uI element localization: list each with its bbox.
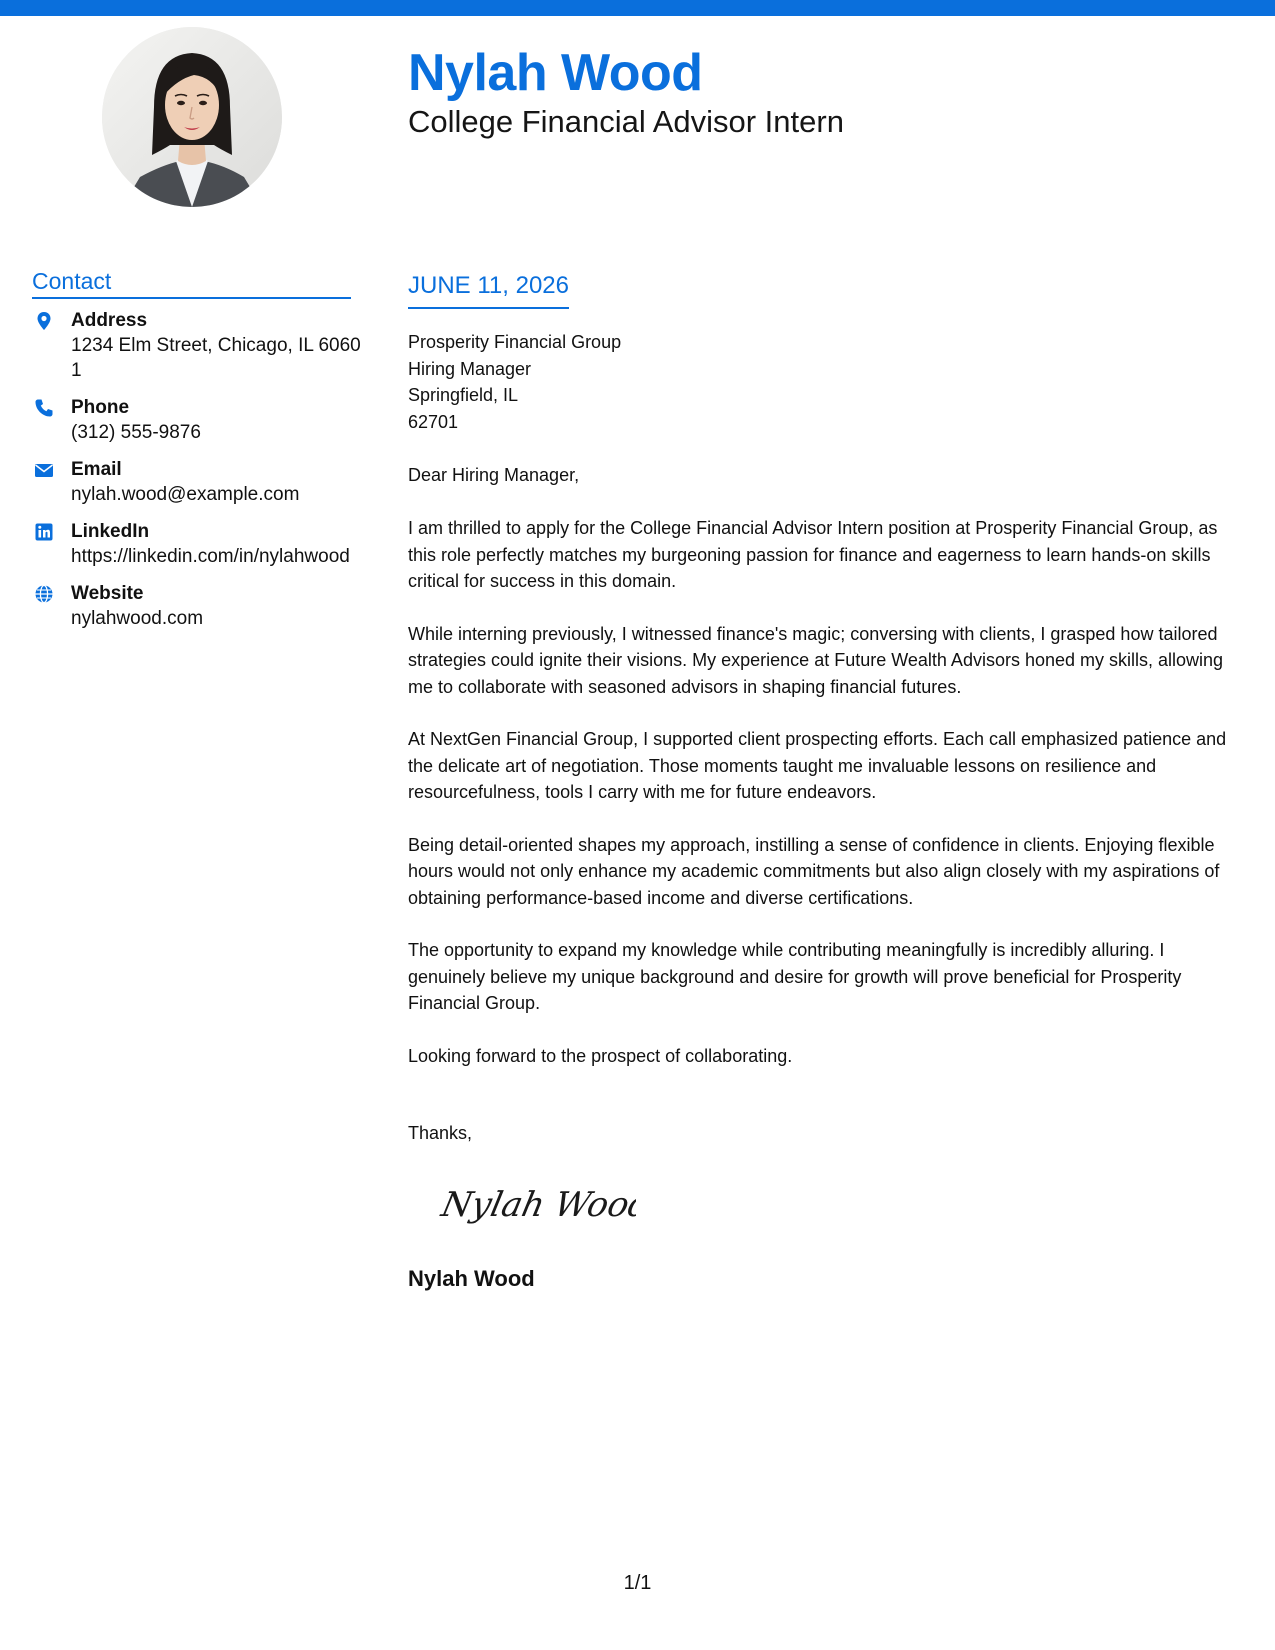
contact-label: Phone xyxy=(71,397,130,418)
page-number: 1/1 xyxy=(623,1572,652,1594)
recipient-line: 62701 xyxy=(408,411,459,432)
signature-glyphs: Nylah Wood xyxy=(438,1185,636,1225)
envelope-icon xyxy=(34,460,54,480)
profile-photo xyxy=(102,27,282,207)
phone-value: (312) 555-9876 xyxy=(71,422,201,443)
letter-date: JUNE 11, 2026 xyxy=(408,270,569,309)
body-paragraph: Being detail-oriented shapes my approach, instilling a sense of confidence in clients. Enjoying flexible hours would not only enhance my academic commitments but also align closely with my aspirations of obtaining performance-based income and diverse certifications. xyxy=(408,834,1220,908)
contact-heading: Contact xyxy=(32,266,351,299)
closing: Thanks, xyxy=(408,1123,473,1143)
contact-list xyxy=(32,308,362,643)
contact-label: Email xyxy=(71,459,122,480)
contact-item-linkedin xyxy=(32,519,362,569)
job-title: College Financial Advisor Intern xyxy=(408,104,844,139)
letter-body xyxy=(408,515,1238,1095)
phone-icon xyxy=(34,398,54,418)
body-paragraph: At NextGen Financial Group, I supported client prospecting efforts. Each call emphasized patience and the delicate art of negotiation. Those moments taught me invaluable lessons on resilience and resourcefulness, tools I carry with me for future endeavors. xyxy=(408,729,1227,802)
contact-label: Website xyxy=(71,583,144,604)
recipient-line: Springfield, IL xyxy=(408,385,519,405)
contact-label: LinkedIn xyxy=(71,521,150,542)
email-value[interactable]: nylah.wood@example.com xyxy=(71,484,300,505)
recipient-line: Prosperity Financial Group xyxy=(408,332,622,352)
body-paragraph: The opportunity to expand my knowledge while contributing meaningfully is incredibly alluring. I genuinely believe my unique background and desire for growth will prove beneficial for Prosperity Financial Group. xyxy=(408,940,1182,1013)
body-paragraph: While interning previously, I witnessed finance's magic; conversing with clients, I grasped how tailored strategies could ignite their visions. My experience at Future Wealth Advisors honed my skills, allowing me to collaborate with seasoned advisors in shaping financial futures. xyxy=(408,623,1224,697)
contact-item-website xyxy=(32,581,362,631)
website-value[interactable]: nylahwood.com xyxy=(71,608,204,629)
contact-item-address xyxy=(32,308,362,383)
salutation: Dear Hiring Manager, xyxy=(408,465,580,485)
body-paragraph: I am thrilled to apply for the College Financial Advisor Intern position at Prosperity Financial Group, as this role perfectly matches my burgeoning passion for finance and eagerness to learn hands-on skills critical for success in this domain. xyxy=(408,518,1218,591)
linkedin-value[interactable]: https://linkedin.com/in/nylahwood xyxy=(71,546,350,567)
contact-item-email xyxy=(32,457,362,507)
map-pin-icon xyxy=(34,311,54,331)
address-value: 1234 Elm Street, Chicago, IL 60601 xyxy=(71,335,361,381)
applicant-name: Nylah Wood xyxy=(408,44,703,102)
handwritten-signature xyxy=(436,1178,636,1235)
signed-name: Nylah Wood xyxy=(408,1266,535,1291)
recipient-line: Hiring Manager xyxy=(408,358,532,379)
recipient-block xyxy=(408,329,621,435)
contact-item-phone xyxy=(32,395,362,445)
linkedin-icon xyxy=(34,522,54,542)
contact-label: Address xyxy=(71,310,148,331)
body-paragraph: Looking forward to the prospect of collaborating. xyxy=(408,1045,793,1066)
globe-icon xyxy=(34,584,54,604)
top-accent-bar xyxy=(0,0,1275,16)
